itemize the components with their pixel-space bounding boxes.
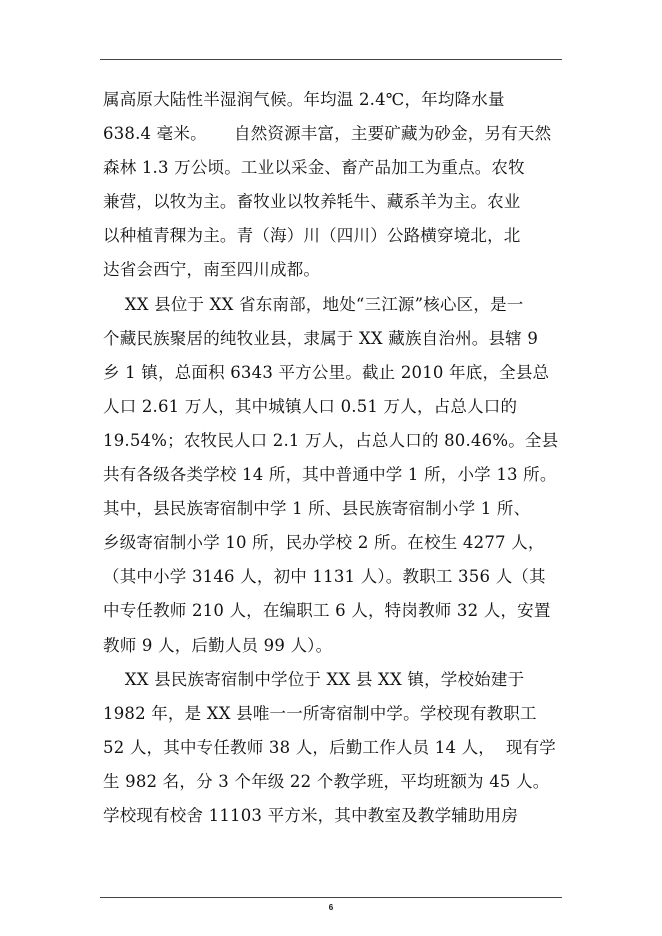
text-line: 生 982 名，分 3 个年级 22 个教学班，平均班额为 45 人。	[103, 771, 550, 791]
text-line: （其中小学 3146 人，初中 1131 人）。教职工 356 人（其	[103, 567, 546, 587]
text-line: 638.4 毫米。 自然资源丰富，主要矿藏为砂金，另有天然	[103, 124, 552, 144]
text-line: 教师 9 人，后勤人员 99 人）。	[103, 635, 333, 655]
text-line: 19.54%；农牧民人口 2.1 万人，占总人口的 80.46%。全县	[103, 430, 559, 450]
text-line: 乡级寄宿制小学 10 所，民办学校 2 所。在校生 4277 人，	[103, 533, 545, 553]
text-line: 以种植青稞为主。青（海）川（四川）公路横穿境北，北	[103, 226, 521, 246]
footer-rule	[100, 897, 562, 898]
header-rule	[100, 59, 562, 60]
text-line: 1982 年，是 XX 县唯一一所寄宿制中学。学校现有教职工	[103, 703, 537, 723]
text-line: 52 人，其中专任教师 38 人，后勤工作人员 14 人， 现有学	[103, 737, 557, 757]
text-line: 乡 1 镇，总面积 6343 平方公里。截止 2010 年底，全县总	[103, 362, 550, 382]
text-line: 学校现有校舍 11103 平方米，其中教室及教学辅助用房	[103, 805, 519, 825]
text-line: 人口 2.61 万人，其中城镇人口 0.51 万人，占总人口的	[103, 396, 518, 416]
text-line: 共有各级各类学校 14 所，其中普通中学 1 所，小学 13 所。	[103, 465, 557, 485]
text-line: 其中，县民族寄宿制中学 1 所、县民族寄宿制小学 1 所、	[103, 499, 531, 519]
text-line: XX 县位于 XX 省东南部，地处“三江源”核心区，是一	[103, 294, 524, 314]
text-line: 个藏民族聚居的纯牧业县，隶属于 XX 藏族自治州。县辖 9	[103, 328, 539, 348]
page-number: 6	[328, 903, 334, 912]
text-line: 兼营，以牧为主。畜牧业以牧养牦牛、藏系羊为主。农业	[103, 192, 521, 212]
text-line: 中专任教师 210 人，在编职工 6 人，特岗教师 32 人，安置	[103, 601, 551, 621]
document-body	[103, 83, 563, 833]
text-line: 森林 1.3 万公顷。工业以采金、畜产品加工为重点。农牧	[103, 158, 525, 178]
text-line: 达省会西宁，南至四川成都。	[103, 260, 321, 280]
text-line: 属高原大陆性半湿润气候。年均温 2.4℃，年均降水量	[103, 90, 505, 109]
text-line: XX 县民族寄宿制中学位于 XX 县 XX 镇，学校始建于	[103, 669, 525, 689]
